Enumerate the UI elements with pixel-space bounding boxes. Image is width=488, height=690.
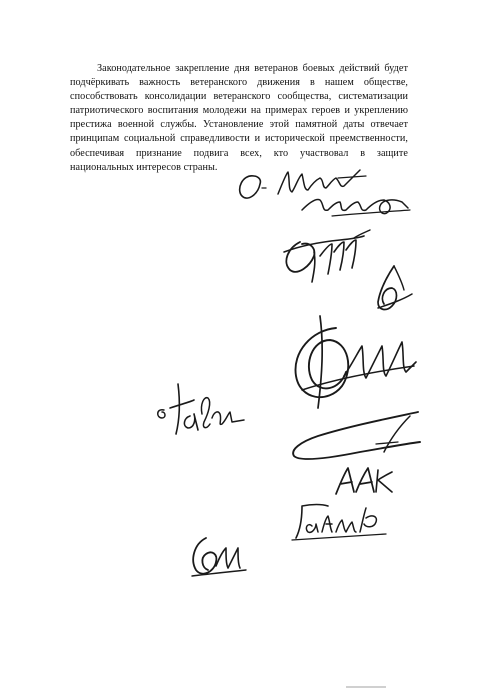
signature-8	[282, 498, 392, 544]
signature-5	[148, 374, 248, 444]
body-paragraph: Законодательное закрепление дня ветеранов боевых действий будет подчёркивать важность ветеранского движения в нашем обществе, способствовать консолидации ветеранского сообщества, систематизации патриотического воспитания молодежи на примерах героев и укреплению престижа военной службы. Установление этой памятной даты отвечает принципам социальной справедливости и исторической преемственности, обеспечивая признание подвига всех, кто участвовал в защите национальных интересов страны.	[70, 63, 408, 173]
signature-6	[280, 404, 430, 464]
signature-4	[282, 306, 422, 416]
signature-7	[330, 462, 400, 502]
signature-1	[232, 164, 422, 226]
page-edge-mark	[346, 686, 386, 688]
signature-9	[184, 526, 254, 586]
